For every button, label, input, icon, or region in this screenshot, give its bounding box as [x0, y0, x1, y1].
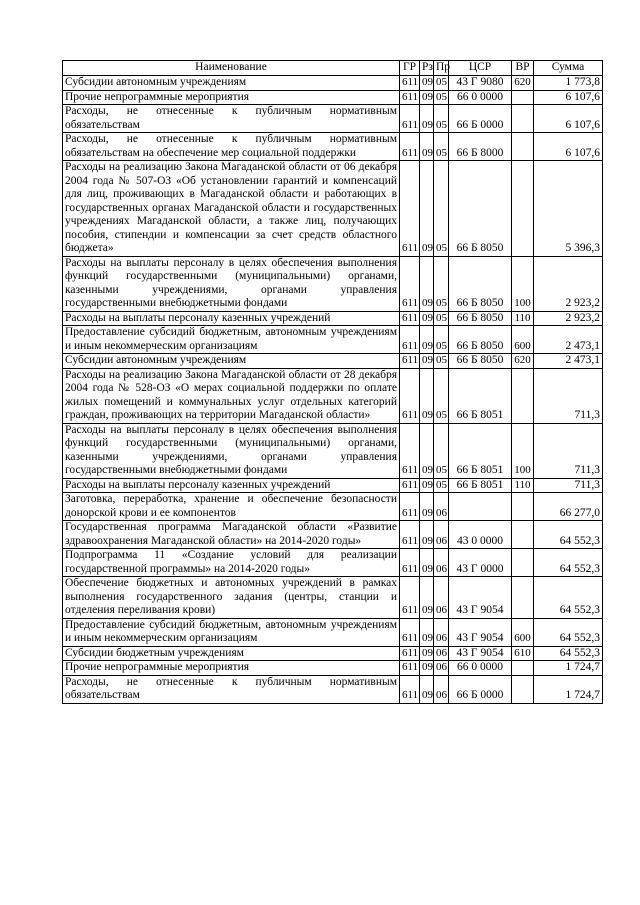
row-pr: 05 [434, 478, 449, 493]
row-gr: 611 [400, 311, 420, 326]
row-rz: 09 [420, 76, 434, 91]
row-csr: 66 Б 0000 [449, 105, 512, 133]
row-gr: 611 [400, 105, 420, 133]
table-row [63, 90, 603, 105]
row-gr: 611 [400, 354, 420, 369]
row-sum: 711,3 [534, 423, 603, 478]
row-gr: 611 [400, 133, 420, 161]
row-gr: 611 [400, 478, 420, 493]
budget-document [62, 60, 602, 704]
row-rz: 09 [420, 311, 434, 326]
row-vr: 110 [512, 311, 534, 326]
row-pr: 05 [434, 76, 449, 91]
row-rz: 09 [420, 478, 434, 493]
row-name: Субсидии бюджетным учреждениям [63, 646, 400, 661]
table-row [63, 105, 603, 133]
row-vr [512, 133, 534, 161]
row-csr: 43 Г 9054 [449, 577, 512, 619]
row-sum: 64 552,3 [534, 549, 603, 577]
header-pr: Пр [434, 61, 449, 76]
row-vr [512, 675, 534, 703]
row-sum: 64 552,3 [534, 618, 603, 646]
row-gr: 611 [400, 161, 420, 257]
row-sum: 5 396,3 [534, 161, 603, 257]
row-vr: 100 [512, 256, 534, 311]
row-rz: 09 [420, 161, 434, 257]
row-name: Прочие непрограммные мероприятия [63, 661, 400, 676]
row-vr [512, 577, 534, 619]
row-sum: 1 724,7 [534, 675, 603, 703]
row-rz: 09 [420, 133, 434, 161]
row-vr: 600 [512, 618, 534, 646]
row-sum: 64 552,3 [534, 577, 603, 619]
row-name: Заготовка, переработка, хранение и обеспечение безопасности донорской крови и ее компонентов [63, 493, 400, 521]
row-gr: 611 [400, 646, 420, 661]
row-vr: 600 [512, 326, 534, 354]
row-vr [512, 105, 534, 133]
row-csr: 66 Б 8050 [449, 256, 512, 311]
row-vr: 110 [512, 478, 534, 493]
row-vr [512, 661, 534, 676]
row-csr: 43 Г 9054 [449, 646, 512, 661]
row-vr [512, 368, 534, 423]
row-gr: 611 [400, 368, 420, 423]
table-row [63, 76, 603, 91]
row-rz: 09 [420, 675, 434, 703]
table-row [63, 256, 603, 311]
row-pr: 06 [434, 493, 449, 521]
header-csr: ЦСР [449, 61, 512, 76]
row-csr: 43 Г 0000 [449, 549, 512, 577]
row-name: Расходы, не отнесенные к публичным нормативным обязательствам на обеспечение мер социальной поддержки [63, 133, 400, 161]
row-vr: 620 [512, 354, 534, 369]
row-sum: 66 277,0 [534, 493, 603, 521]
row-pr: 06 [434, 549, 449, 577]
row-sum: 2 923,2 [534, 311, 603, 326]
row-sum: 6 107,6 [534, 90, 603, 105]
row-pr: 05 [434, 423, 449, 478]
row-csr: 66 Б 8051 [449, 368, 512, 423]
row-name: Подпрограмма 11 «Создание условий для реализации государственной программы» на 2014-2020 годы» [63, 549, 400, 577]
row-rz: 09 [420, 618, 434, 646]
row-pr: 05 [434, 161, 449, 257]
row-vr [512, 521, 534, 549]
row-sum: 2 473,1 [534, 354, 603, 369]
row-gr: 611 [400, 493, 420, 521]
row-csr: 66 Б 8050 [449, 354, 512, 369]
table-row [63, 661, 603, 676]
row-csr: 43 Г 9080 [449, 76, 512, 91]
table-row [63, 675, 603, 703]
row-csr: 66 Б 8051 [449, 423, 512, 478]
row-gr: 611 [400, 675, 420, 703]
header-sum: Сумма [534, 61, 603, 76]
row-csr: 66 Б 8050 [449, 161, 512, 257]
row-rz: 09 [420, 90, 434, 105]
table-row [63, 354, 603, 369]
row-name: Расходы на реализацию Закона Магаданской области от 06 декабря 2004 года № 507-ОЗ «Об установлении гарантий и компенсаций для лиц, проживающих в Магаданской области и работающих в государственных органах Магаданской области и государственных учреждениях Магаданской области, а также лиц, получающих пособия, стипендии и компенсации за счет средств областного бюджета» [63, 161, 400, 257]
row-pr: 06 [434, 661, 449, 676]
row-rz: 09 [420, 326, 434, 354]
row-pr: 05 [434, 90, 449, 105]
row-rz: 09 [420, 661, 434, 676]
table-row [63, 618, 603, 646]
row-sum: 711,3 [534, 368, 603, 423]
row-pr: 05 [434, 105, 449, 133]
row-gr: 611 [400, 256, 420, 311]
row-sum: 2 923,2 [534, 256, 603, 311]
row-rz: 09 [420, 354, 434, 369]
row-pr: 06 [434, 521, 449, 549]
table-row [63, 423, 603, 478]
row-csr: 66 Б 8050 [449, 311, 512, 326]
row-pr: 05 [434, 256, 449, 311]
row-gr: 611 [400, 326, 420, 354]
row-name: Расходы на выплаты персоналу казенных учреждений [63, 311, 400, 326]
row-sum: 6 107,6 [534, 105, 603, 133]
row-gr: 611 [400, 521, 420, 549]
row-sum: 1 724,7 [534, 661, 603, 676]
row-pr: 05 [434, 133, 449, 161]
row-gr: 611 [400, 577, 420, 619]
row-vr: 620 [512, 76, 534, 91]
table-row [63, 326, 603, 354]
row-name: Предоставление субсидий бюджетным, автономным учреждениям и иным некоммерческим организациям [63, 618, 400, 646]
table-row [63, 478, 603, 493]
header-row [63, 61, 603, 76]
row-gr: 611 [400, 76, 420, 91]
row-csr: 66 Б 8000 [449, 133, 512, 161]
row-name: Прочие непрограммные мероприятия [63, 90, 400, 105]
row-vr: 100 [512, 423, 534, 478]
row-gr: 611 [400, 90, 420, 105]
row-rz: 09 [420, 105, 434, 133]
header-gr: ГР [400, 61, 420, 76]
table-row [63, 577, 603, 619]
row-gr: 611 [400, 661, 420, 676]
row-name: Субсидии автономным учреждениям [63, 354, 400, 369]
row-vr [512, 90, 534, 105]
row-sum: 6 107,6 [534, 133, 603, 161]
table-row [63, 493, 603, 521]
row-rz: 09 [420, 577, 434, 619]
row-rz: 09 [420, 423, 434, 478]
row-name: Обеспечение бюджетных и автономных учреждений в рамках выполнения государственного задания (центры, станции и отделения переливания крови) [63, 577, 400, 619]
row-pr: 05 [434, 354, 449, 369]
row-sum: 64 552,3 [534, 521, 603, 549]
row-pr: 06 [434, 618, 449, 646]
row-rz: 09 [420, 368, 434, 423]
table-row [63, 521, 603, 549]
row-csr [449, 493, 512, 521]
row-sum: 2 473,1 [534, 326, 603, 354]
row-name: Государственная программа Магаданской области «Развитие здравоохранения Магаданской области» на 2014-2020 годы» [63, 521, 400, 549]
budget-table [62, 60, 603, 704]
table-row [63, 646, 603, 661]
row-pr: 06 [434, 675, 449, 703]
row-pr: 05 [434, 311, 449, 326]
table-row [63, 311, 603, 326]
row-pr: 05 [434, 368, 449, 423]
row-vr [512, 161, 534, 257]
row-name: Расходы на выплаты персоналу казенных учреждений [63, 478, 400, 493]
table-row [63, 133, 603, 161]
table-row [63, 549, 603, 577]
row-name: Предоставление субсидий бюджетным, автономным учреждениям и иным некоммерческим организациям [63, 326, 400, 354]
row-name: Расходы, не отнесенные к публичным нормативным обязательствам [63, 105, 400, 133]
row-csr: 66 Б 0000 [449, 675, 512, 703]
row-gr: 611 [400, 423, 420, 478]
row-pr: 05 [434, 326, 449, 354]
row-pr: 06 [434, 646, 449, 661]
row-rz: 09 [420, 256, 434, 311]
row-name: Расходы, не отнесенные к публичным нормативным обязательствам [63, 675, 400, 703]
row-vr: 610 [512, 646, 534, 661]
row-gr: 611 [400, 549, 420, 577]
row-sum: 1 773,8 [534, 76, 603, 91]
table-row [63, 161, 603, 257]
header-name: Наименование [63, 61, 400, 76]
row-sum: 64 552,3 [534, 646, 603, 661]
row-csr: 66 Б 8051 [449, 478, 512, 493]
row-rz: 09 [420, 521, 434, 549]
row-csr: 43 Г 9054 [449, 618, 512, 646]
row-pr: 06 [434, 577, 449, 619]
row-rz: 09 [420, 549, 434, 577]
row-gr: 611 [400, 618, 420, 646]
row-vr [512, 549, 534, 577]
row-rz: 09 [420, 646, 434, 661]
row-csr: 43 0 0000 [449, 521, 512, 549]
header-rz: Рз [420, 61, 434, 76]
row-csr: 66 0 0000 [449, 661, 512, 676]
row-name: Субсидии автономным учреждениям [63, 76, 400, 91]
table-row [63, 368, 603, 423]
row-name: Расходы на выплаты персоналу в целях обеспечения выполнения функций государственными (муниципальными) органами, казенными учреждениями, органами управления государственными внебюджетными фондами [63, 256, 400, 311]
header-vr: ВР [512, 61, 534, 76]
row-name: Расходы на реализацию Закона Магаданской области от 28 декабря 2004 года № 528-ОЗ «О мерах социальной поддержки по оплате жилых помещений и коммунальных услуг отдельных категорий граждан, проживающих на территории Магаданской области» [63, 368, 400, 423]
row-csr: 66 Б 8050 [449, 326, 512, 354]
row-sum: 711,3 [534, 478, 603, 493]
row-name: Расходы на выплаты персоналу в целях обеспечения выполнения функций государственными (муниципальными) органами, казенными учреждениями, органами управления государственными внебюджетными фондами [63, 423, 400, 478]
row-vr [512, 493, 534, 521]
row-rz: 09 [420, 493, 434, 521]
row-csr: 66 0 0000 [449, 90, 512, 105]
